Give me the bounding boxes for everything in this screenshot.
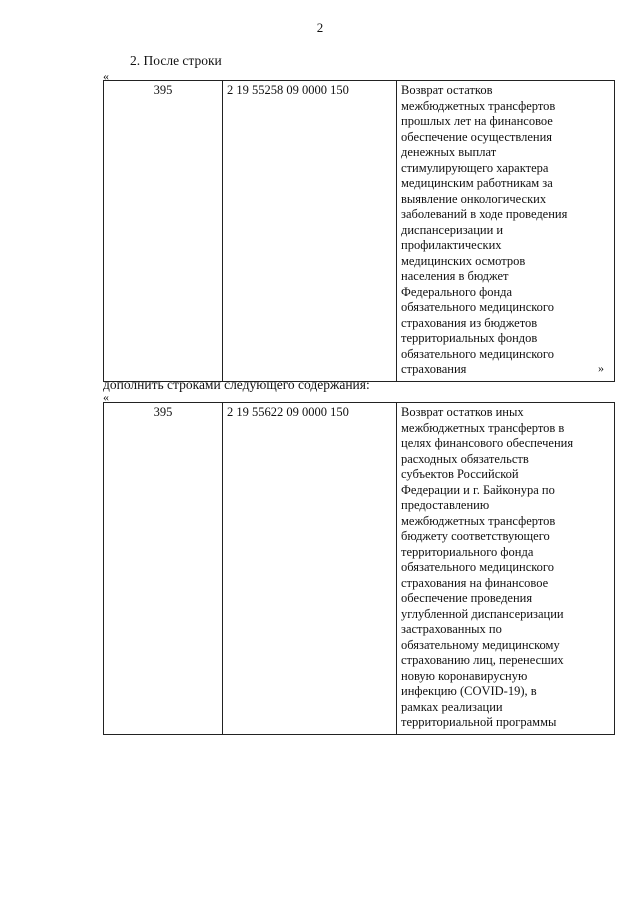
- description-line: обязательного медицинского: [401, 560, 555, 574]
- description-line: заболеваний в ходе проведения: [401, 207, 568, 221]
- description-line: Возврат остатков: [401, 83, 493, 97]
- admin-code-cell: 395: [104, 403, 223, 735]
- open-quote-2: «: [103, 390, 109, 404]
- intro-paragraph-1: 2. После строки: [130, 53, 222, 68]
- budget-code-table-1: [103, 80, 615, 382]
- description-line: обязательного медицинского: [401, 300, 555, 314]
- budget-classification-code-cell: 2 19 55258 09 0000 150: [223, 81, 397, 382]
- budget-code-table-2: [103, 402, 615, 735]
- description-line: населения в бюджет: [401, 269, 509, 283]
- description-line: диспансеризации и: [401, 222, 504, 237]
- intro-paragraph-2: дополнить строками следующего содержания:: [103, 377, 370, 392]
- close-quote-1: »: [598, 361, 604, 375]
- description-line: страхованию лиц, перенесших: [401, 653, 564, 667]
- description-line: стимулирующего характера: [401, 160, 549, 175]
- page-number: 2: [316, 20, 324, 35]
- description-lines: [401, 83, 610, 378]
- description-line: расходных обязательств: [401, 451, 529, 466]
- budget-classification-code-cell: 2 19 55622 09 0000 150: [223, 403, 397, 735]
- description-line: денежных выплат: [401, 145, 497, 159]
- description-line: субъектов Российской: [401, 467, 519, 481]
- description-line: медицинским работникам за: [401, 176, 553, 190]
- table-row: [104, 403, 615, 735]
- table-row: [104, 81, 615, 382]
- description-cell: [397, 403, 615, 735]
- description-line: углубленной диспансеризации: [401, 606, 564, 621]
- description-cell: [397, 81, 615, 382]
- description-line: территориальных фондов: [401, 331, 538, 345]
- description-line: Федерального фонда: [401, 284, 513, 299]
- description-line: Возврат остатков иных: [401, 405, 524, 419]
- description-line: обязательному медицинскому: [401, 637, 560, 652]
- description-line: застрахованных по: [401, 622, 502, 636]
- description-line: новую коронавирусную: [401, 668, 528, 683]
- description-line: страхования на финансовое: [401, 575, 549, 590]
- description-line: Федерации и г. Байконура по: [401, 482, 555, 497]
- description-line: межбюджетных трансфертов: [401, 98, 556, 113]
- description-line: предоставлению: [401, 498, 490, 512]
- description-line: обеспечение осуществления: [401, 129, 553, 144]
- description-line: профилактических: [401, 238, 502, 252]
- description-lines: [401, 405, 610, 731]
- description-line: страхования: [401, 362, 467, 376]
- description-line: территориальной программы: [401, 715, 557, 729]
- description-line: рамках реализации: [401, 699, 503, 714]
- description-line: обеспечение проведения: [401, 591, 533, 605]
- description-line: страхования из бюджетов: [401, 315, 538, 330]
- description-line: обязательного медицинского: [401, 346, 555, 361]
- open-quote-1: «: [103, 69, 109, 83]
- description-line: межбюджетных трансфертов: [401, 513, 556, 528]
- description-line: инфекцию (COVID-19), в: [401, 684, 537, 698]
- description-line: прошлых лет на финансовое: [401, 114, 553, 128]
- description-line: медицинских осмотров: [401, 253, 526, 268]
- description-line: целях финансового обеспечения: [401, 436, 574, 450]
- admin-code-cell: 395: [104, 81, 223, 382]
- description-line: территориального фонда: [401, 544, 534, 559]
- description-line: выявление онкологических: [401, 191, 547, 206]
- description-line: межбюджетных трансфертов в: [401, 420, 565, 435]
- description-line: бюджету соответствующего: [401, 529, 550, 543]
